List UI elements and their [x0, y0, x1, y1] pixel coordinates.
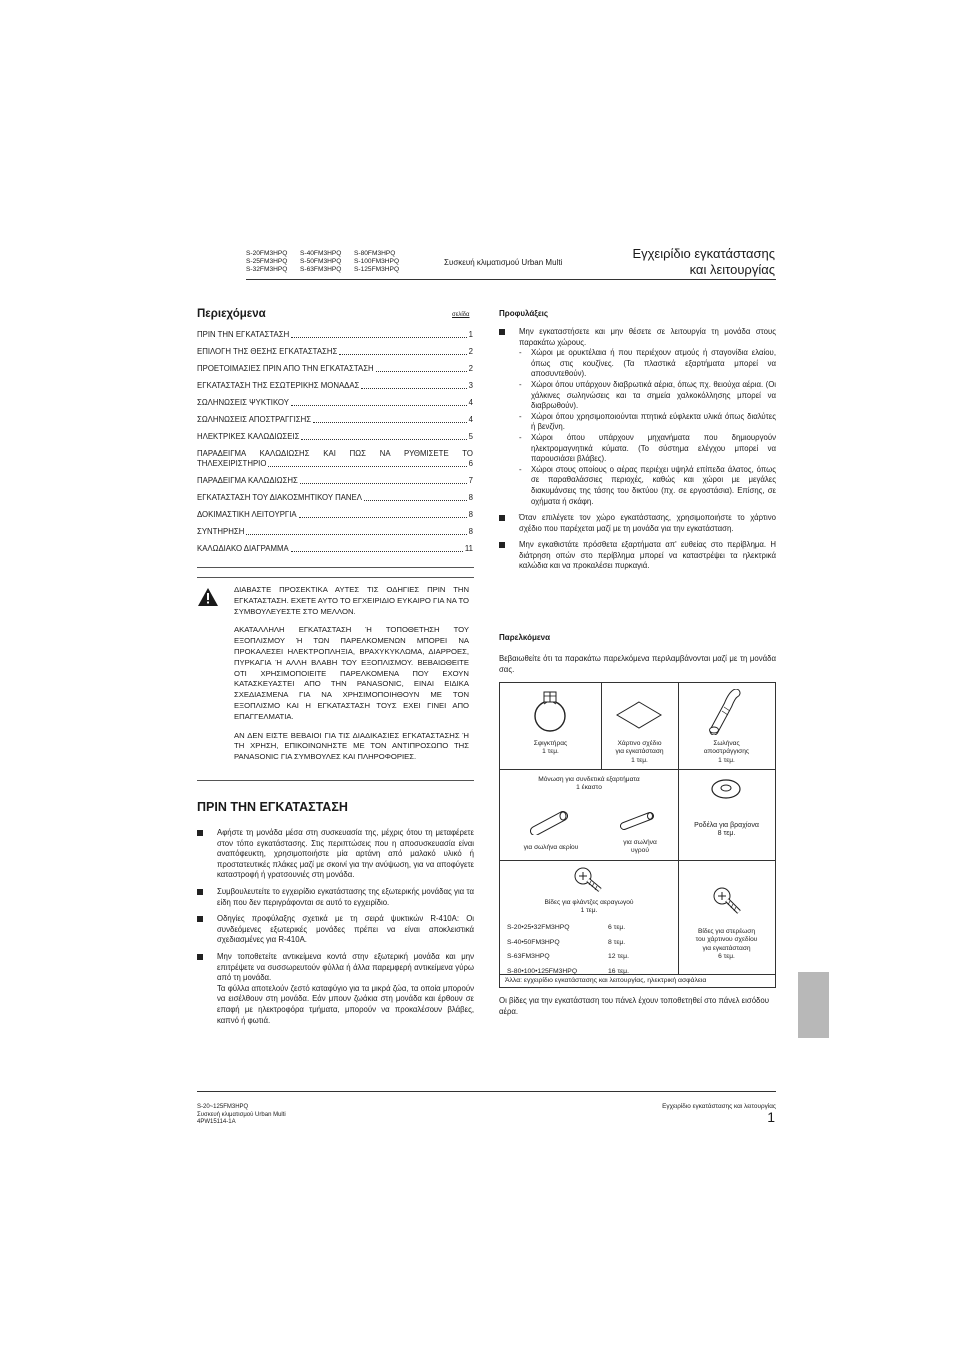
model-name: S-100FM3HPQ: [354, 258, 400, 266]
toc-entry-page: 8: [468, 527, 473, 536]
accessory-name: για εγκατάσταση: [702, 944, 751, 952]
list-item: [499, 540, 776, 572]
toc-entry[interactable]: [197, 476, 473, 486]
model-col-1: [246, 250, 306, 275]
model-name: S-40FM3HPQ: [300, 250, 342, 257]
header-subtitle: Συσκευή κλιματισμού Urban Multi: [444, 258, 563, 267]
qty-cell: 16 τεμ.: [608, 967, 629, 975]
list-item-text: Συμβουλευτείτε το εγχειρίδιο εγκατάστασης της εξωτερικής μονάδας για τα είδη που δεν περιγράφονται σε αυτό το εγχειρίδιο.: [217, 886, 474, 907]
screw-icon: [573, 866, 603, 894]
toc-entry[interactable]: [197, 364, 473, 374]
accessory-qty: 6 τεμ.: [718, 952, 735, 960]
qty-cell: 6 τεμ.: [608, 924, 626, 931]
toc-entry[interactable]: [197, 330, 473, 340]
toc-entry-text: ΠΡΙΝ ΤΗΝ ΕΓΚΑΤΑΣΤΑΣΗ: [197, 330, 290, 339]
footer-left: [197, 1104, 286, 1127]
bullet-square-icon: [197, 954, 203, 960]
qty-cell: 12 τεμ.: [608, 953, 629, 960]
warning-text: [234, 585, 469, 771]
accessory-name: για εγκατάσταση: [615, 748, 664, 756]
toc-entry-text: ΔΟΚΙΜΑΣΤΙΚΗ ΛΕΙΤΟΥΡΓΙΑ: [197, 510, 297, 519]
document-title-line: και λειτουργίας: [689, 262, 775, 277]
sub-item: - Χώροι με ορυκτέλαια ή που περιέχουν ατμούς ή σταγονίδια ελαίου, όπως στις κουζίνες. (Τα πλαστικά εξαρτήματα μπορεί να αποσυντεθούν).: [519, 348, 776, 379]
accessory-name: Σφιγκτήρας: [533, 740, 568, 747]
list-item: [499, 513, 776, 534]
toc-entry-text: ΚΑΛΩΔΙΑΚΟ ΔΙΑΓΡΑΜΜΑ: [197, 544, 289, 553]
header-divider: [246, 279, 776, 280]
model-name: S-32FM3HPQ: [246, 266, 288, 274]
toc-page-label: σελίδα: [452, 312, 470, 318]
footer-divider: [197, 1091, 776, 1092]
toc-entry-text: ΣΩΛΗΝΩΣΕΙΣ ΨΥΚΤΙΚΟΥ: [197, 398, 289, 407]
toc-entry[interactable]: [197, 493, 473, 503]
section-tab: [798, 972, 829, 1038]
section-title-before-installation: ΠΡΙΝ ΤΗΝ ΕΓΚΑΤΑΣΤΑΣΗ: [197, 800, 348, 814]
accessory-qty: 1 τεμ.: [542, 748, 559, 756]
toc-leader: [301, 439, 466, 440]
bullet-square-icon: [197, 916, 203, 922]
sub-item-text: Χώροι όπου χρησιμοποιούνται πτητικά εύφλεκτα υλικά όπως διαλύτες ή βενζίνη.: [531, 411, 776, 432]
toc-entry-text: ΕΓΚΑΤΑΣΤΑΣΗ ΤΟΥ ΔΙΑΚΟΣΜΗΤΙΚΟΥ ΠΑΝΕΛ: [197, 493, 362, 502]
model-cell: S-63FM3HPQ: [507, 953, 550, 960]
toc-entry-page: 2: [468, 347, 473, 356]
model-cell: S-40•50FM3HPQ: [507, 938, 560, 946]
toc-entry-page: 5: [468, 432, 473, 441]
screw-icon: [712, 886, 742, 916]
toc-leader: [299, 517, 467, 518]
toc-entry-text: ΣΩΛΗΝΩΣΕΙΣ ΑΠΟΣΤΡΑΓΓΙΣΗΣ: [197, 415, 312, 424]
warning-divider-top: [197, 577, 474, 578]
sub-item: - Χώροι όπου υπάρχουν διαβρωτικά αέρια, όπως πχ. θειούχα αέρια. (Οι χάλκινες σωληνώσεις και τα σημεία χαλκοκόλλησης μπορεί να διαβρωθούν).: [519, 379, 776, 411]
sub-item-text: Χώροι όπου υπάρχουν μηχανήματα που δημιουργούν ηλεκτρομαγνητικά κύματα. (Το σύστημα ελέγχου μπορεί να παρουσιάσει βλάβες).: [531, 432, 776, 464]
accessory-qty: 1 έκαστο: [576, 784, 602, 792]
toc-entry-page: 8: [468, 510, 473, 519]
model-name: S-80FM3HPQ: [354, 250, 396, 257]
table-row: [507, 921, 672, 936]
document-title: [632, 246, 775, 278]
gas-pipe-insulation-icon: [530, 811, 570, 835]
accessory-name: Βίδες για στερέωση: [697, 928, 756, 935]
toc-entry-page: 11: [464, 544, 473, 553]
accessory-name: Βίδες για φλάντζες αεραγωγού: [544, 899, 634, 906]
toc-leader: [376, 371, 467, 372]
list-item-text: Μην εγκαθιστάτε πρόσθετα εξαρτήματα απ' ευθείας στο περίβλημα. Η διάτρηση οπών στο περίβλημα μπορεί να καταστρέψει τα ηλεκτρικά καλώδια και να προκαλέσει πυρκαγιά.: [519, 540, 776, 571]
toc-leader: [246, 534, 466, 535]
toc-entry[interactable]: [197, 347, 473, 357]
duct-screws-table: [507, 921, 672, 979]
warning-triangle-icon: [198, 588, 218, 606]
list-item: [499, 327, 776, 507]
toc-entry[interactable]: [197, 527, 473, 537]
accessory-qty: 1 τεμ.: [631, 756, 648, 764]
toc-leader: [291, 337, 466, 338]
accessory-paper-screws-label: [678, 928, 775, 961]
list-item: [197, 828, 474, 881]
list-item-text: Τα φύλλα αποτελούν ζεστό καταφύγιο για τα μικρά ζώα, τα οποία μπορούν να εισέλθουν στη μονάδα. Εάν μπουν ζωάκια στη μονάδα και έρθουν σε επαφή με ηλεκτροφόρα τμήματα, μπορούν να προκαλέσουν βλάβες, καπνό ή φωτιά.: [217, 983, 474, 1025]
toc-entry[interactable]: [197, 398, 473, 408]
model-cell: S-80•100•125FM3HPQ: [507, 967, 578, 975]
toc-entry-text: ΕΓΚΑΤΑΣΤΑΣΗ ΤΗΣ ΕΣΩΤΕΡΙΚΗΣ ΜΟΝΑΔΑΣ: [197, 381, 360, 390]
model-name: S-63FM3HPQ: [300, 266, 342, 274]
toc-entry-page: 3: [468, 381, 473, 390]
toc-leader: [339, 354, 466, 355]
toc-entry-text: ΠΑΡΑΔΕΙΓΜΑ ΚΑΛΩΔΙΩΣΗΣ ΚΑΙ ΠΩΣ ΝΑ ΡΥΘΜΙΣΕΤΕ ΤΟ: [197, 449, 473, 458]
model-name: S-50FM3HPQ: [300, 258, 342, 266]
model-name: S-20FM3HPQ: [246, 250, 288, 257]
accessory-name: υγρού: [631, 847, 649, 855]
toc-entry-page: 4: [468, 415, 473, 424]
toc-leader: [361, 388, 466, 389]
accessory-duct-screws-label: [500, 899, 678, 916]
list-item-text: Οδηγίες προφύλαξης σχετικά με τη σειρά ψυκτικών R-410A: Οι συνδεόμενες εξωτερικές μονάδες πρέπει να είναι αποκλειστικά σχεδιασμένες για R-410A.: [217, 914, 474, 945]
sub-item: - Χώροι στους οποίους ο αέρας περιέχει υψηλά επίπεδα άλατος, όπως σε παραθαλάσσιες περιοχές, καθώς και χώροι με μεγάλες διακυμάνσεις της τάσης του δικτύου (πχ. σε εργοστάσια). Επίσης, σε οχήματα ή σκάφη.: [519, 464, 776, 506]
table-of-contents: [197, 330, 473, 561]
accessories-other: Άλλα: εγχειρίδιο εγκατάστασης και λειτουργίας, ηλεκτρική ασφάλεια: [505, 977, 707, 984]
table-rule: [500, 769, 775, 770]
accessory-qty: 1 τεμ.: [718, 756, 735, 764]
list-item-text: Αφήστε τη μονάδα μέσα στη συσκευασία της, μέχρις ότου τη μεταφέρετε στον τόπο εγκατάστασης. Στις περιπτώσεις που η αποσυσκευασία είναι αναπόφευκτη, χρησιμοποιήστε μία αρτάνη από μαλακό υλικό ή προστατευτικές πλάκες μαζί με σκοινί για την ανύψωση, για να αποφύγετε καταστροφή ή γρατσουνιές στη μονάδα.: [217, 828, 474, 880]
accessory-name: του χάρτινου σχεδίου: [695, 936, 758, 944]
toc-leader: [291, 551, 463, 552]
toc-entry-text: ΕΠΙΛΟΓΗ ΤΗΣ ΘΕΣΗΣ ΕΓΚΑΤΑΣΤΑΣΗΣ: [197, 347, 338, 356]
accessory-name: Χάρτινο σχέδιο: [617, 740, 662, 747]
section-title-accessories: Παρελκόμενα: [499, 633, 551, 642]
list-item-text: Όταν επιλέγετε τον χώρο εγκατάστασης, χρησιμοποιήστε το χάρτινο σχέδιο που παρέχεται μαζί με τη μονάδα για την εγκατάσταση.: [519, 513, 776, 533]
sub-item-text: Χώροι με ορυκτέλαια ή που περιέχουν ατμούς ή σταγονίδια ελαίου, όπως στις κουζίνες. (Τα πλαστικά εξαρτήματα μπορεί να αποσυντεθούν).: [531, 348, 776, 379]
toc-leader: [268, 466, 466, 467]
sub-item: - Χώροι όπου χρησιμοποιούνται πτητικά εύφλεκτα υλικά όπως διαλύτες ή βενζίνη.: [519, 411, 776, 432]
toc-entry-page: 6: [468, 459, 473, 468]
toc-entry-text: ΣΥΝΤΗΡΗΣΗ: [197, 527, 245, 536]
gas-pipe-label: για σωλήνα αερίου: [523, 844, 579, 851]
toc-leader: [291, 405, 467, 406]
toc-entry-page: 1: [468, 330, 473, 339]
accessory-name: για σωλήνα: [623, 839, 657, 846]
accessory-insulation-label: [500, 776, 678, 793]
section-title-precautions: Προφυλάξεις: [499, 309, 549, 318]
toc-entry[interactable]: [197, 381, 473, 391]
paper-template-icon: [616, 701, 662, 729]
toc-divider: [197, 567, 474, 568]
table-row: [507, 936, 672, 951]
before-installation-list: [197, 828, 474, 1032]
toc-leader: [313, 422, 467, 423]
clamp-icon: [530, 690, 570, 734]
list-item-text: Μην τοποθετείτε αντικείμενα κοντά στην εξωτερική μονάδα και μην επιτρέψετε να συσσωρευτούν φύλλα ή άλλα παρεμφερή αντικείμενα γύρω από τη μονάδα.: [217, 951, 474, 983]
toc-entry[interactable]: [197, 449, 473, 469]
warning-divider-bottom: [197, 780, 474, 781]
accessory-qty: 8 τεμ.: [717, 830, 736, 838]
bullet-square-icon: [197, 830, 203, 836]
toc-entry-text: ΠΑΡΑΔΕΙΓΜΑ ΚΑΛΩΔΙΩΣΗΣ: [197, 476, 298, 485]
list-item-text: Μην εγκαταστήσετε και μην θέσετε σε λειτουργία τη μονάδα στους παρακάτω χώρους.: [519, 327, 776, 347]
bullet-square-icon: [499, 515, 505, 521]
sub-item-text: Χώροι όπου υπάρχουν διαβρωτικά αέρια, όπως πχ. θειούχα αέρια. (Οι χάλκινες σωληνώσεις και τα σημεία χαλκοκόλλησης μπορεί να διαβρωθούν).: [531, 379, 776, 411]
accessory-name: αποστράγγισης: [703, 748, 750, 756]
toc-entry[interactable]: [197, 432, 473, 442]
accessory-paper-label: [601, 740, 678, 765]
accessories-table: [499, 682, 776, 988]
page-number: 1: [767, 1109, 775, 1125]
accessory-qty: 1 τεμ.: [580, 907, 598, 915]
liquid-pipe-insulation-icon: [618, 811, 658, 831]
footer-doc-code: 4PW15114-1A: [197, 1119, 236, 1126]
model-col-3: [354, 250, 414, 275]
toc-entry-page: 4: [468, 398, 473, 407]
accessory-hose-label: [678, 740, 775, 765]
accessory-name: Σωλήνας: [713, 740, 740, 747]
footer-model: S-20~125FM3HPQ: [197, 1104, 249, 1110]
toc-entry-page: 2: [468, 364, 473, 373]
footer-title: Εγχειρίδιο εγκατάστασης και λειτουργίας: [662, 1103, 776, 1110]
accessories-footnote: Οι βίδες για την εγκατάσταση του πάνελ έχουν τοποθετηθεί στο πάνελ εισόδου αέρα.: [499, 996, 769, 1016]
bullet-square-icon: [197, 889, 203, 895]
list-item: [197, 952, 474, 1026]
model-cell: S-20•25•32FM3HPQ: [507, 924, 570, 931]
document-title-line: Εγχειρίδιο εγκατάστασης: [632, 246, 775, 261]
sub-item: - Χώροι όπου υπάρχουν μηχανήματα που δημιουργούν ηλεκτρομαγνητικά κύματα. (Το σύστημα ελέγχου μπορεί να παρουσιάσει βλάβες).: [519, 432, 776, 464]
toc-leader: [364, 500, 467, 501]
precautions-list: [499, 327, 776, 578]
model-col-2: [300, 250, 360, 275]
list-item: [197, 887, 474, 908]
warning-paragraph: ΑΚΑΤΑΛΛΗΛΗ ΕΓΚΑΤΑΣΤΑΣΗ Ή ΤΟΠΟΘΕΤΗΣΗ ΤΟΥ ΕΞΟΠΛΙΣΜΟΥ Ή ΤΩΝ ΠΑΡΕΛΚΟΜΕΝΩΝ ΜΠΟΡΕΙ ΝΑ ΠΡΟΚΑΛΕΣΕΙ ΗΛΕΚΤΡΟΠΛΗΞΙΑ, ΒΡΑΧΥΚΥΚΛΩΜΑ, ΔΙΑΡΡΟΕΣ, ΠΥΡΚΑΓΙΑ Ή ΑΛΛΗ ΒΛΑΒΗ ΤΟΥ ΕΞΟΠΛΙΣΜΟΥ. ΒΕΒΑΙΩΘΕΙΤΕ ΟΤΙ ΧΡΗΣΙΜΟΠΟΙΕΙΤΕ ΠΑΡΕΛΚΟΜΕΝΑ ΠΟΥ ΕΧΟΥΝ ΚΑΤΑΣΚΕΥΑΣΤΕΙ ΑΠΟ ΤΗΝ PANASONIC, ΕΙΝΑΙ ΕΙΔΙΚΑ ΣΧΕΔΙΑΣΜΕΝΑ ΓΙΑ ΝΑ ΧΡΗΣΙΜΟΠΟΙΗΘΟΥΝ ΜΕ ΤΟΝ ΕΞΟΠΛΙΣΜΟ ΚΑΙ Η ΕΓΚΑΤΑΣΤΑΣΗ ΤΟΥΣ ΕΧΕΙ ΓΙΝΕΙ ΑΠΟ ΕΠΑΓΓΕΛΜΑΤΙΑ.: [234, 625, 469, 721]
washer-icon: [710, 778, 742, 800]
sub-item-text: Χώροι στους οποίους ο αέρας περιέχει υψηλά επίπεδα άλατος, όπως σε παραθαλάσσιες περιοχές, καθώς και χώροι με μεγάλες διακυμάνσεις της τάσης του δικτύου (πχ. σε εργοστάσια). Επίσης, σε οχήματα ή σκάφη.: [531, 464, 776, 506]
model-name: S-125FM3HPQ: [354, 266, 400, 274]
warning-paragraph: ΔΙΑΒΑΣΤΕ ΠΡΟΣΕΚΤΙΚΑ ΑΥΤΕΣ ΤΙΣ ΟΔΗΓΙΕΣ ΠΡΙΝ ΤΗΝ ΕΓΚΑΤΑΣΤΑΣΗ. ΕΧΕΤΕ ΑΥΤΟ ΤΟ ΕΓΧΕΙΡΙΔΙΟ ΕΥΚΑΙΡΟ ΓΙΑ ΝΑ ΤΟ ΣΥΜΒΟΥΛΕΥΕΣΤΕ ΣΤΟ ΜΕΛΛΟΝ.: [234, 585, 469, 616]
footer-product: Συσκευή κλιματισμού Urban Multi: [197, 1111, 286, 1118]
toc-leader: [300, 483, 467, 484]
toc-entry[interactable]: [197, 510, 473, 520]
accessory-name: Μόνωση για συνδετικά εξαρτήματα: [538, 776, 640, 783]
model-name: S-25FM3HPQ: [246, 258, 288, 266]
toc-title: Περιεχόμενα: [197, 308, 266, 320]
liquid-pipe-label: [610, 839, 670, 856]
bullet-square-icon: [499, 542, 505, 548]
toc-entry-text: ΠΡΟΕΤΟΙΜΑΣΙΕΣ ΠΡΙΝ ΑΠΟ ΤΗΝ ΕΓΚΑΤΑΣΤΑΣΗ: [197, 364, 374, 373]
toc-entry[interactable]: [197, 415, 473, 425]
accessories-intro: Βεβαιωθείτε ότι τα παρακάτω παρελκόμενα περιλαμβάνονται μαζί με τη μονάδα σας.: [499, 654, 776, 674]
drain-hose-icon: [706, 689, 742, 735]
toc-entry-page: 7: [468, 476, 473, 485]
table-rule: [500, 860, 775, 861]
toc-entry[interactable]: [197, 544, 473, 554]
toc-entry-text: ΗΛΕΚΤΡΙΚΕΣ ΚΑΛΩΔΙΩΣΕΙΣ: [197, 432, 300, 441]
accessory-clamp-label: [500, 740, 601, 757]
toc-entry-text: ΤΗΛΕΧΕΙΡΙΣΤΗΡΙΟ: [197, 459, 267, 468]
accessory-name: Ροδέλα για βραχίονα: [694, 822, 759, 829]
toc-entry-page: 8: [468, 493, 473, 502]
table-row: [507, 950, 672, 965]
bullet-square-icon: [499, 329, 505, 335]
warning-paragraph: ΑΝ ΔΕΝ ΕΙΣΤΕ ΒΕΒΑΙΟΙ ΓΙΑ ΤΙΣ ΔΙΑΔΙΚΑΣΙΕΣ ΕΓΚΑΤΑΣΤΑΣΗΣ Ή ΤΗ ΧΡΗΣΗ, ΕΠΙΚΟΙΝΩΝΗΣΤΕ ΜΕ ΤΟΝ ΑΝΤΙΠΡΟΣΩΠΟ ΤΗΣ PANASONIC ΓΙΑ ΣΥΜΒΟΥΛΕΣ ΚΑΙ ΠΛΗΡΟΦΟΡΙΕΣ.: [234, 730, 469, 762]
qty-cell: 8 τεμ.: [608, 938, 626, 946]
accessory-washer-label: [678, 822, 775, 839]
list-item: [197, 914, 474, 946]
